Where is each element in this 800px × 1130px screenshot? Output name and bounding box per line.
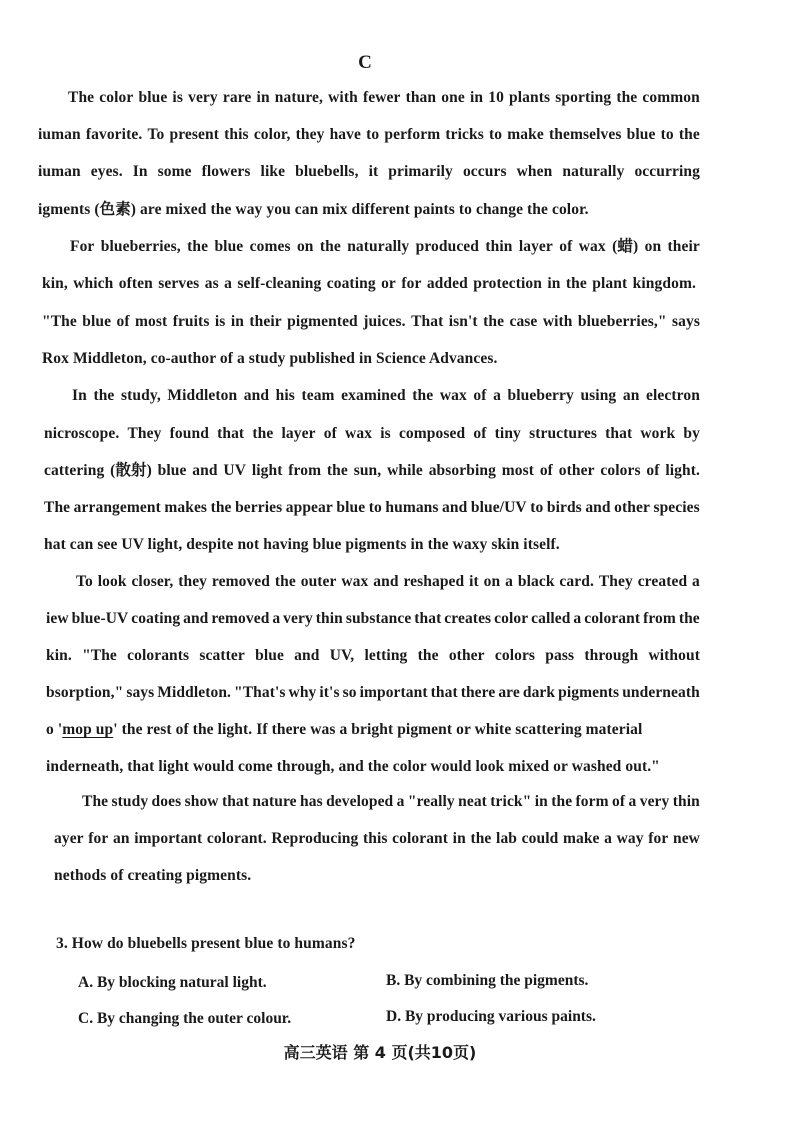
text-line: iuman eyes. In some flowers like bluebells, it primarily occurs when naturally occurring: [38, 163, 700, 180]
text-line: In the study, Middleton and his team examined the wax of a blueberry using an electron: [72, 387, 700, 404]
text-line: bsorption," says Middleton. "That's why it's so important that there are dark pigments underneath: [46, 684, 700, 701]
text-line: For blueberries, the blue comes on the naturally produced thin layer of wax (蜡) on their: [70, 238, 700, 255]
option-c: C. By changing the outer colour.: [78, 1010, 292, 1027]
text-fragment: ' the rest of the light. If there was a bright pigment or white scattering material: [113, 721, 643, 738]
text-line: igments (色素) are mixed the way you can mix different paints to change the color.: [38, 201, 589, 218]
text-line: cattering (散射) blue and UV light from the sun, while absorbing most of other colors of light.: [44, 462, 700, 479]
question-stem: 3. How do bluebells present blue to humans?: [56, 935, 356, 952]
option-a: A. By blocking natural light.: [78, 974, 267, 991]
text-line: The arrangement makes the berries appear blue to humans and blue/UV to birds and other species: [44, 499, 700, 516]
text-fragment: o ': [46, 721, 63, 738]
text-line: "The blue of most fruits is in their pigmented juices. That isn't the case with blueberries," says: [42, 313, 700, 330]
text-line: inderneath, that light would come through, and the color would look mixed or washed out.": [46, 758, 660, 775]
text-line: iuman favorite. To present this color, they have to perform tricks to make themselves blue to the: [38, 126, 700, 143]
text-line: kin, which often serves as a self-cleaning coating or for added protection in the plant kingdom.: [42, 275, 696, 292]
text-line: The color blue is very rare in nature, with fewer than one in 10 plants sporting the common: [68, 89, 700, 106]
underlined-phrase: mop up: [62, 721, 114, 738]
section-heading: C: [358, 52, 372, 73]
text-line: kin. "The colorants scatter blue and UV, letting the other colors pass through without: [46, 647, 700, 664]
text-line: [46, 720, 700, 740]
text-line: hat can see UV light, despite not having blue pigments in the waxy skin itself.: [44, 536, 560, 553]
option-b: B. By combining the pigments.: [386, 972, 589, 989]
text-line: nethods of creating pigments.: [54, 867, 252, 884]
option-d: D. By producing various paints.: [386, 1008, 596, 1025]
text-line: iew blue-UV coating and removed a very thin substance that creates color called a colorant from the: [46, 610, 700, 627]
text-line: ayer for an important colorant. Reproducing this colorant in the lab could make a way for new: [54, 830, 700, 847]
text-line: nicroscope. They found that the layer of wax is composed of tiny structures that work by: [44, 425, 700, 442]
text-line: To look closer, they removed the outer wax and reshaped it on a black card. They created a: [76, 573, 700, 590]
page-footer: 高三英语 第 4 页(共10页): [283, 1043, 477, 1062]
text-line: Rox Middleton, co-author of a study published in Science Advances.: [42, 350, 498, 367]
text-line: The study does show that nature has developed a "really neat trick" in the form of a very thin: [82, 793, 700, 810]
